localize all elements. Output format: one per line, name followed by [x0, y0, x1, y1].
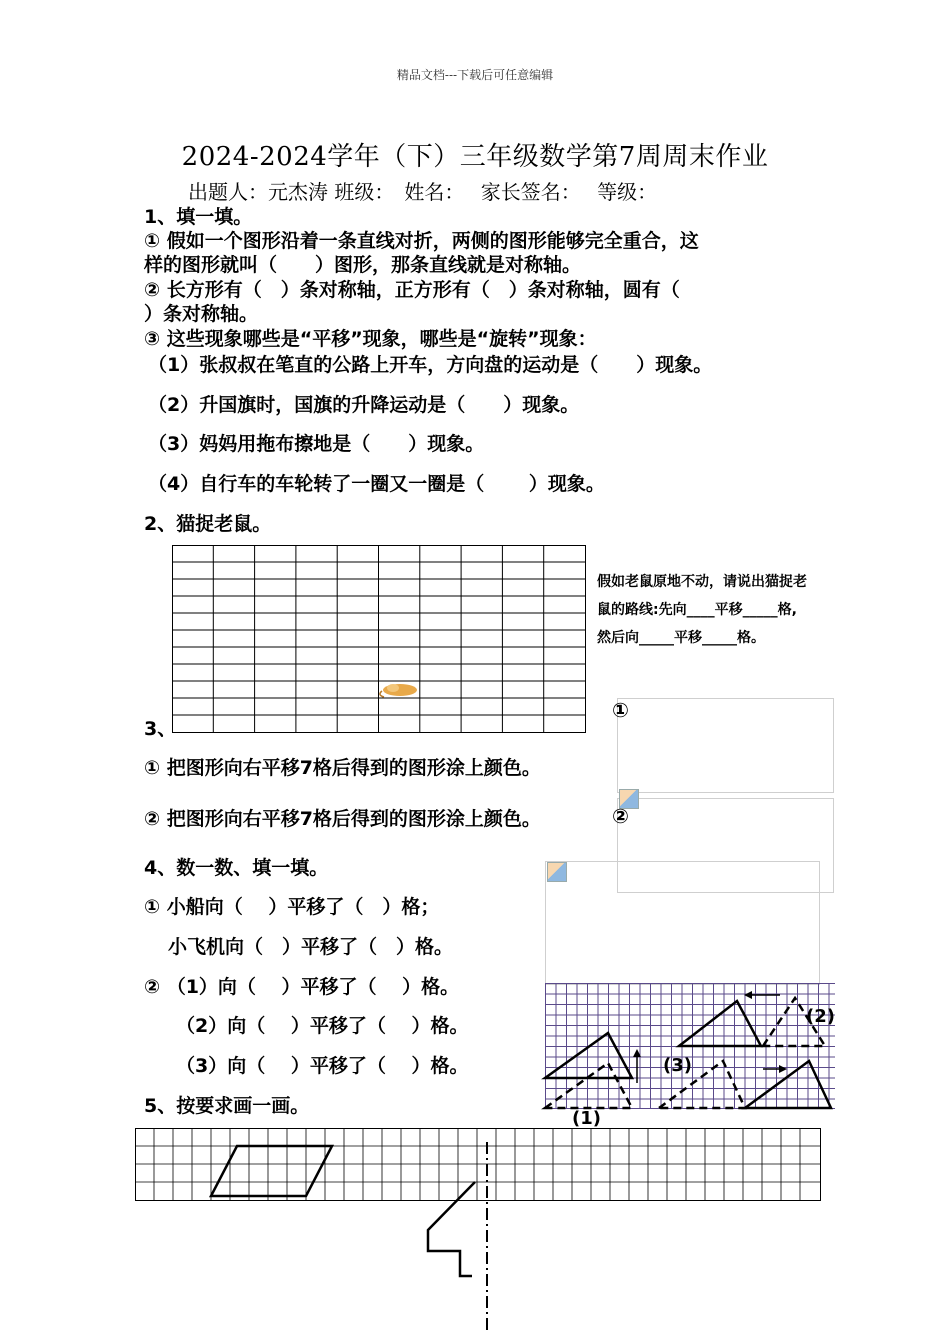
page-header: 精品文档---下载后可任意编辑 [396, 68, 554, 82]
symmetry-figure [420, 1140, 500, 1335]
q4-boat-plane-frame [545, 861, 820, 985]
q4-item2c: （3）向（ ）平移了（ ）格。 [176, 1055, 469, 1077]
q4-item1b: 小飞机向（ ）平移了（ ）格。 [168, 936, 454, 958]
q1-heading: 1、填一填。 [144, 206, 253, 228]
q1-item2-line1: ② 长方形有（ ）条对称轴，正方形有（ ）条对称轴，圆有（ [144, 279, 680, 301]
q4-label-3: (3) [663, 1055, 692, 1076]
q1-item2-line2: ）条对称轴。 [144, 303, 259, 325]
q4-item1: ① 小船向（ ）平移了（ ）格； [144, 896, 440, 918]
q4-item2: ② （1）向（ ）平移了（ ）格。 [144, 976, 460, 998]
q4-item2b: （2）向（ ）平移了（ ）格。 [176, 1015, 469, 1037]
q4-heading: 4、数一数、填一填。 [144, 857, 329, 879]
triangle-2-solid [679, 1001, 761, 1046]
q1-sub4: （4）自行车的车轮转了一圈又一圈是（ ）现象。 [148, 473, 605, 495]
q3-item2: ② 把图形向右平移7格后得到的图形涂上颜色。 [144, 808, 541, 830]
q3-marker1: ① [612, 698, 629, 722]
q2-note-line1: 假如老鼠原地不动，请说出猫捉老 [597, 574, 807, 590]
image-placeholder-icon [547, 862, 567, 882]
q2-heading: 2、猫捉老鼠。 [144, 513, 272, 535]
q1-item1-line2: 样的图形就叫（ ）图形，那条直线就是对称轴。 [144, 254, 582, 276]
q2-note-line2: 鼠的路线:先向____平移_____格, [597, 602, 797, 618]
page-title: 2024-2024学年（下）三年级数学第7周周末作业 [181, 142, 769, 172]
q1-sub1: （1）张叔叔在笔直的公路上开车，方向盘的运动是（ ）现象。 [148, 354, 713, 376]
q3-figure1-frame [617, 698, 834, 793]
cat-mouse-grid [172, 545, 586, 733]
q5-heading: 5、按要求画一画。 [144, 1095, 310, 1117]
parallelogram-shape [211, 1146, 332, 1196]
q3-marker2: ② [612, 804, 629, 828]
q3-heading: 3、 [144, 718, 177, 740]
q4-label-2: (2) [806, 1006, 835, 1027]
q2-note [597, 568, 857, 652]
info-line: 出题人：元杰涛 班级： 姓名： 家长签名： 等级： [188, 180, 658, 204]
q1-sub3: （3）妈妈用拖布擦地是（ ）现象。 [148, 433, 485, 455]
q4-triangle-grid [545, 983, 835, 1109]
q4-label-1: (1) [572, 1108, 601, 1129]
q3-item1: ① 把图形向右平移7格后得到的图形涂上颜色。 [144, 757, 541, 779]
q1-sub2: （2）升国旗时，国旗的升降运动是（ ）现象。 [148, 394, 580, 416]
arrow-right-icon [779, 1065, 787, 1073]
q1-item3: ③ 这些现象哪些是“平移”现象，哪些是“旋转”现象： [144, 328, 597, 350]
half-shape [428, 1182, 475, 1276]
q1-item1-line1: ① 假如一个图形沿着一条直线对折，两侧的图形能够完全重合，这 [144, 230, 699, 252]
q2-note-line3: 然后向_____平移_____格。 [597, 630, 765, 646]
mouse-icon [380, 684, 417, 697]
